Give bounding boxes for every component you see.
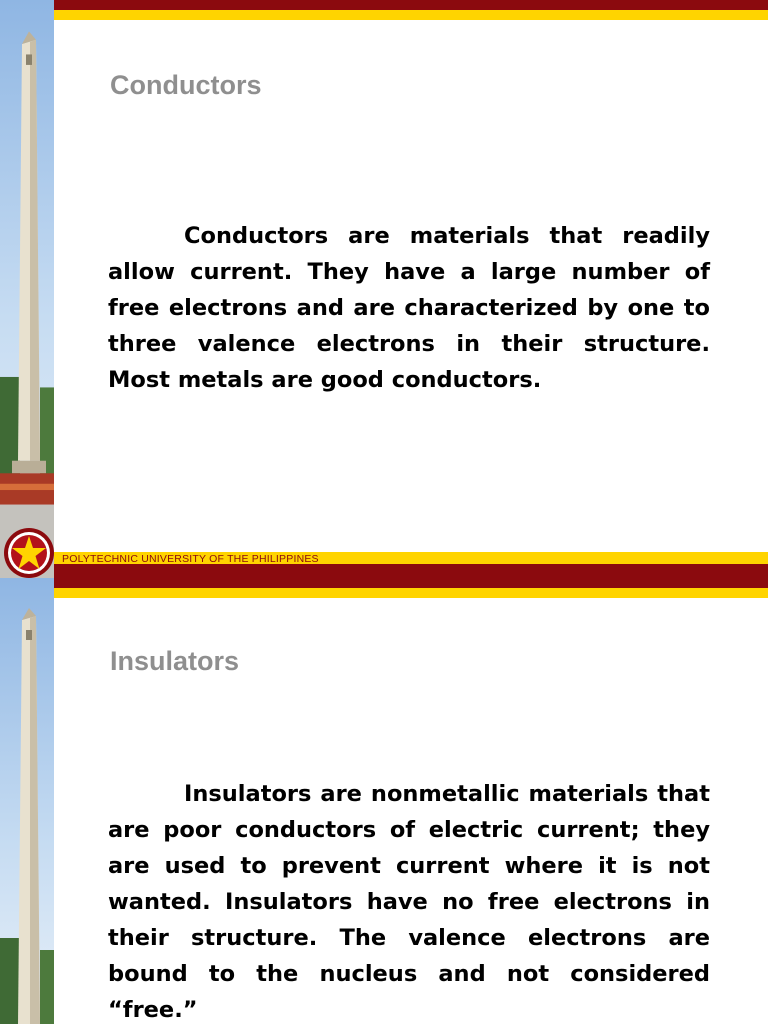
slide-body-text: Conductors are materials that readily allow current. They have a large number of free electrons and are characterized by one to three valence electrons in their structure. Most metals are good conductors. xyxy=(108,223,710,393)
slide-insulators xyxy=(0,578,768,1024)
university-seal-icon xyxy=(2,526,56,578)
footer-band xyxy=(0,552,768,578)
header-bar-maroon xyxy=(54,578,768,588)
slide-title: Conductors xyxy=(110,70,262,100)
obelisk-monument-icon xyxy=(0,0,54,578)
slide-title: Insulators xyxy=(110,646,240,676)
header-bar-gold xyxy=(54,10,768,20)
slide-body-text: Insulators are nonmetallic materials that are poor conductors of electric current; they are used to prevent current where it is not wanted. Insulators have no free electrons in their structure. The valence electrons are bound to the nucleus and not considered “free.” xyxy=(108,781,710,1023)
footer-institution-name: POLYTECHNIC UNIVERSITY OF THE PHILIPPINES xyxy=(62,553,319,565)
obelisk-monument-icon xyxy=(0,578,54,1024)
header-bar-gold xyxy=(54,588,768,598)
header-bar-maroon xyxy=(54,0,768,10)
